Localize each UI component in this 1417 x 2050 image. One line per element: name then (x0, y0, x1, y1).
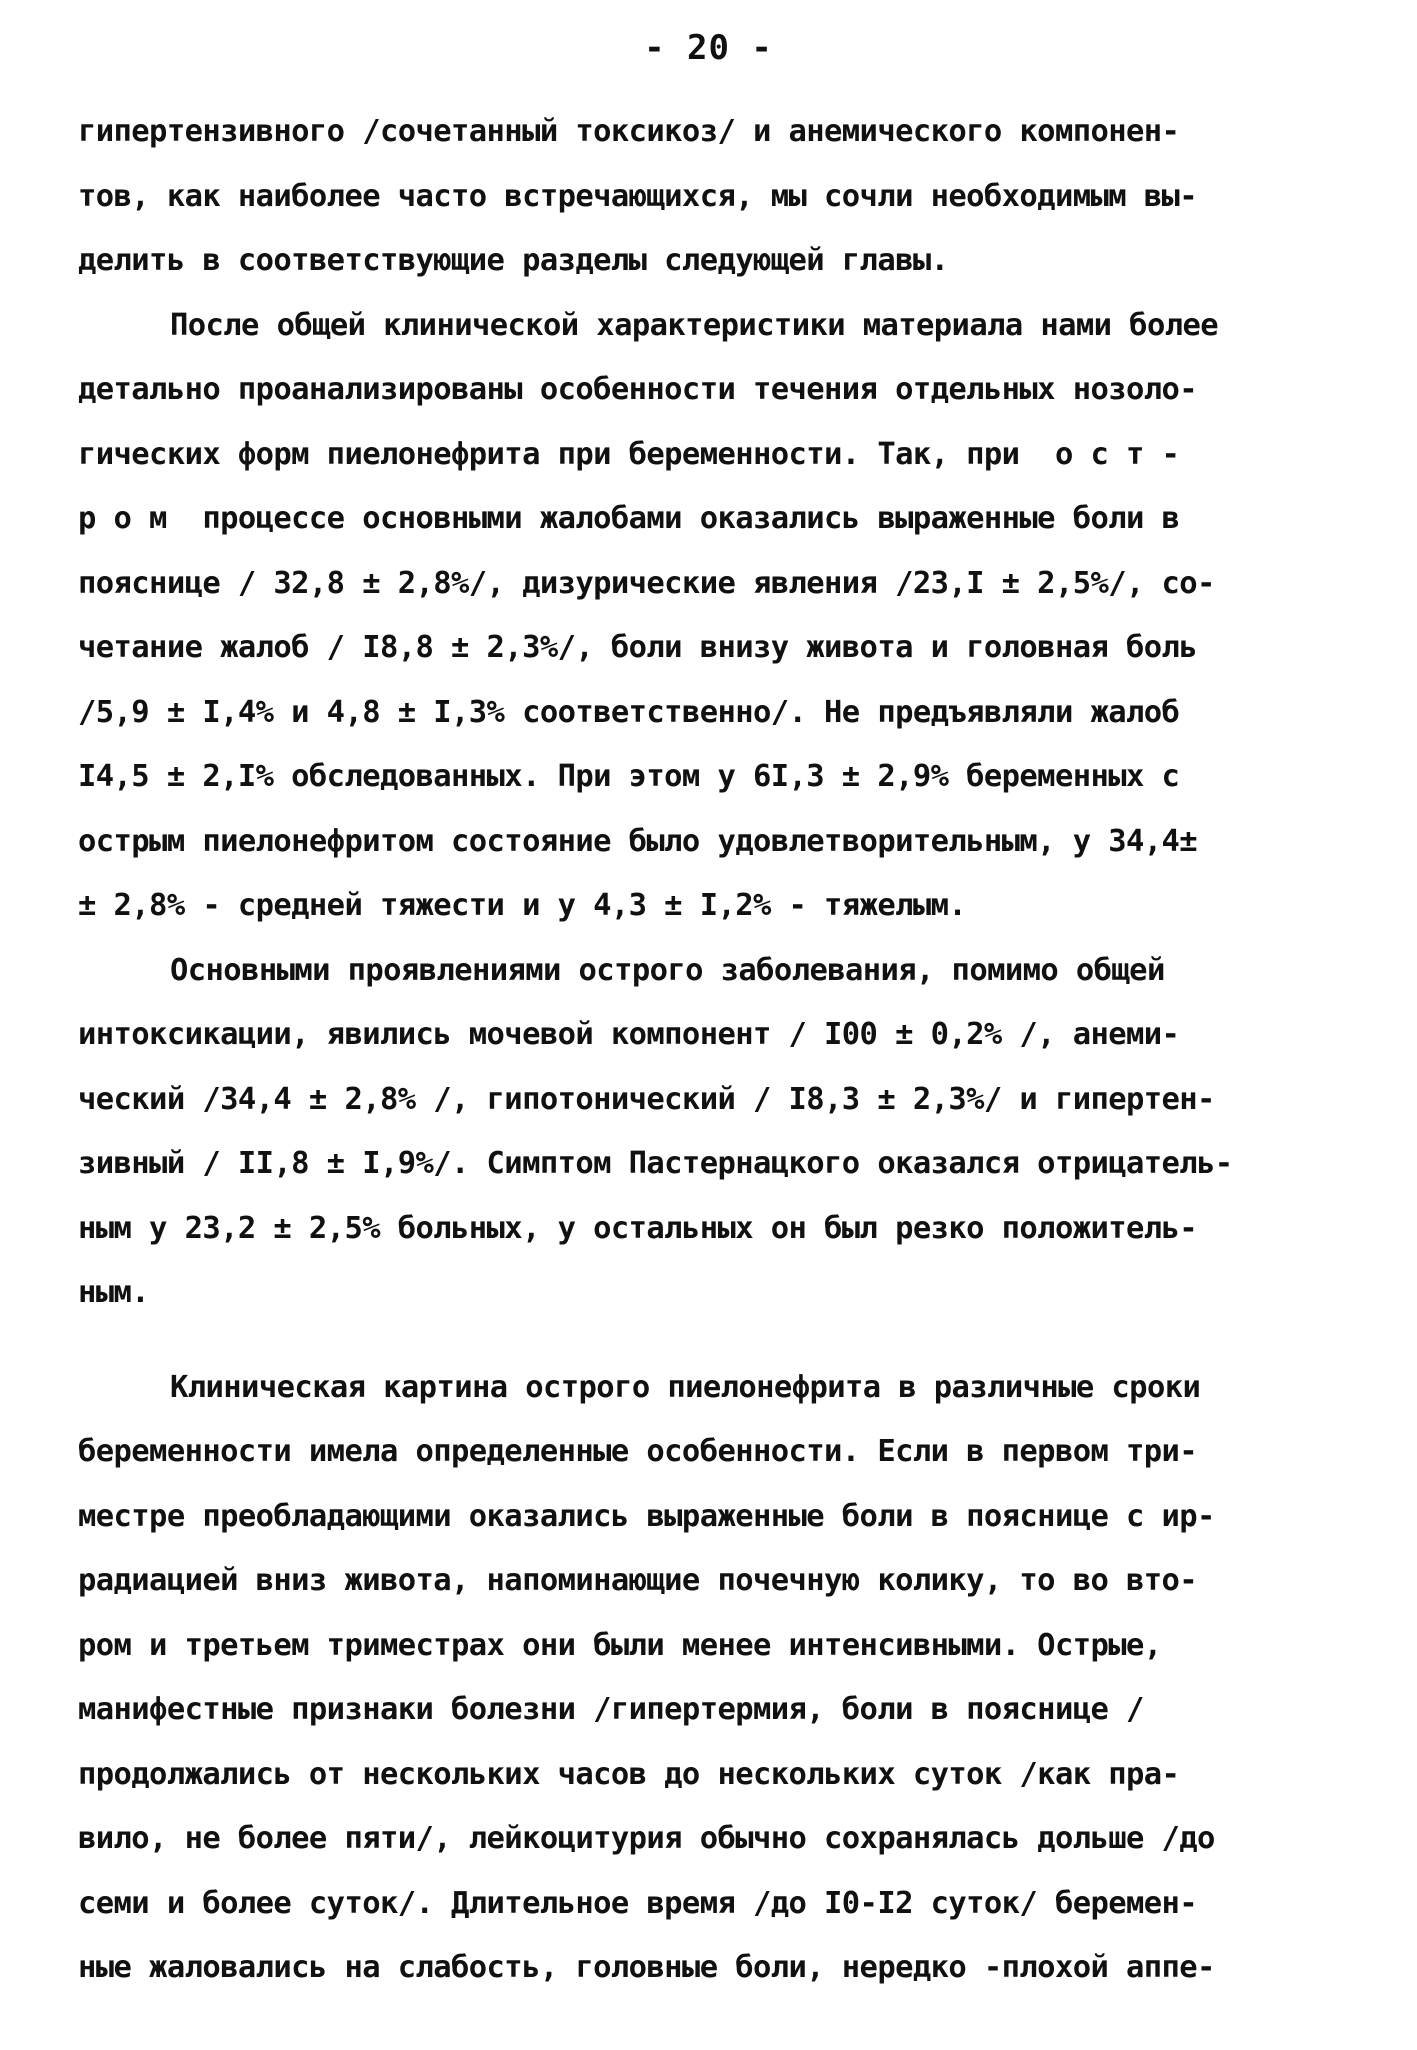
text-line: делить в соответствующие разделы следующей главы. (78, 243, 949, 278)
text-line: четание жалоб / I8,8 ± 2,3%/, боли внизу живота и головная боль (78, 630, 1198, 665)
text-line: ные жаловались на слабость, головные боли, нередко -плохой аппе- (78, 1950, 1215, 1985)
text-line: интоксикации, явились мочевой компонент / I00 ± 0,2% /, анеми- (78, 1017, 1180, 1052)
text-line: зивный / II,8 ± I,9%/. Симптом Пастернацкого оказался отрицатель- (78, 1146, 1233, 1181)
text-line: /5,9 ± I,4% и 4,8 ± I,3% соответственно/. Не предъявляли жалоб (78, 694, 1180, 730)
text-line: р о м процессе основными жалобами оказались выраженные боли в (78, 501, 1180, 536)
text-line: продолжались от нескольких часов до нескольких суток /как пра- (78, 1756, 1180, 1792)
text-line: беременности имела определенные особенности. Если в первом три- (78, 1434, 1198, 1469)
text-line: гических форм пиелонефрита при беременности. Так, при о с т - (78, 436, 1180, 472)
text-line: семи и более суток/. Длительное время /до I0-I2 суток/ беремен- (78, 1885, 1198, 1921)
text-line: пояснице / 32,8 ± 2,8%/, дизурические явления /23,I ± 2,5%/, со- (78, 565, 1215, 601)
text-line: местре преобладающими оказались выраженные боли в пояснице с ир- (78, 1498, 1215, 1534)
body-text (78, 100, 1358, 2001)
text-line: детально проанализированы особенности течения отдельных нозоло- (78, 372, 1198, 407)
text-line: радиацией вниз живота, напоминающие почечную колику, то во вто- (78, 1563, 1198, 1598)
text-line: ным у 23,2 ± 2,5% больных, у остальных он был резко положитель- (78, 1210, 1198, 1246)
paragraph-gap (78, 1326, 1358, 1356)
text-line: острым пиелонефритом состояние было удовлетворительным, у 34,4± (78, 823, 1198, 859)
text-line: вило, не более пяти/, лейкоцитурия обычно сохранялась дольше /до (78, 1821, 1215, 1856)
text-line: После общей клинической характеристики материала нами более (170, 307, 1218, 343)
text-line: манифестные признаки болезни /гипертермия, боли в пояснице / (78, 1692, 1144, 1727)
text-line: тов, как наиболее часто встречающихся, мы сочли необходимым вы- (78, 178, 1198, 214)
page-number: - 20 - (644, 28, 773, 68)
text-line: ром и третьем триместрах они были менее интенсивными. Острые, (78, 1627, 1162, 1663)
text-line: ± 2,8% - средней тяжести и у 4,3 ± I,2% - тяжелым. (78, 888, 967, 923)
text-line: гипертензивного /сочетанный токсикоз/ и анемического компонен- (78, 114, 1180, 149)
text-line: ческий /34,4 ± 2,8% /, гипотонический / I8,3 ± 2,3%/ и гипертен- (78, 1081, 1215, 1117)
text-line: ным. (78, 1275, 150, 1310)
text-line: Клиническая картина острого пиелонефрита в различные сроки (170, 1369, 1201, 1405)
text-line: Основными проявлениями острого заболевания, помимо общей (170, 952, 1165, 988)
text-line: I4,5 ± 2,I% обследованных. При этом у 6I,3 ± 2,9% беременных с (78, 759, 1180, 794)
